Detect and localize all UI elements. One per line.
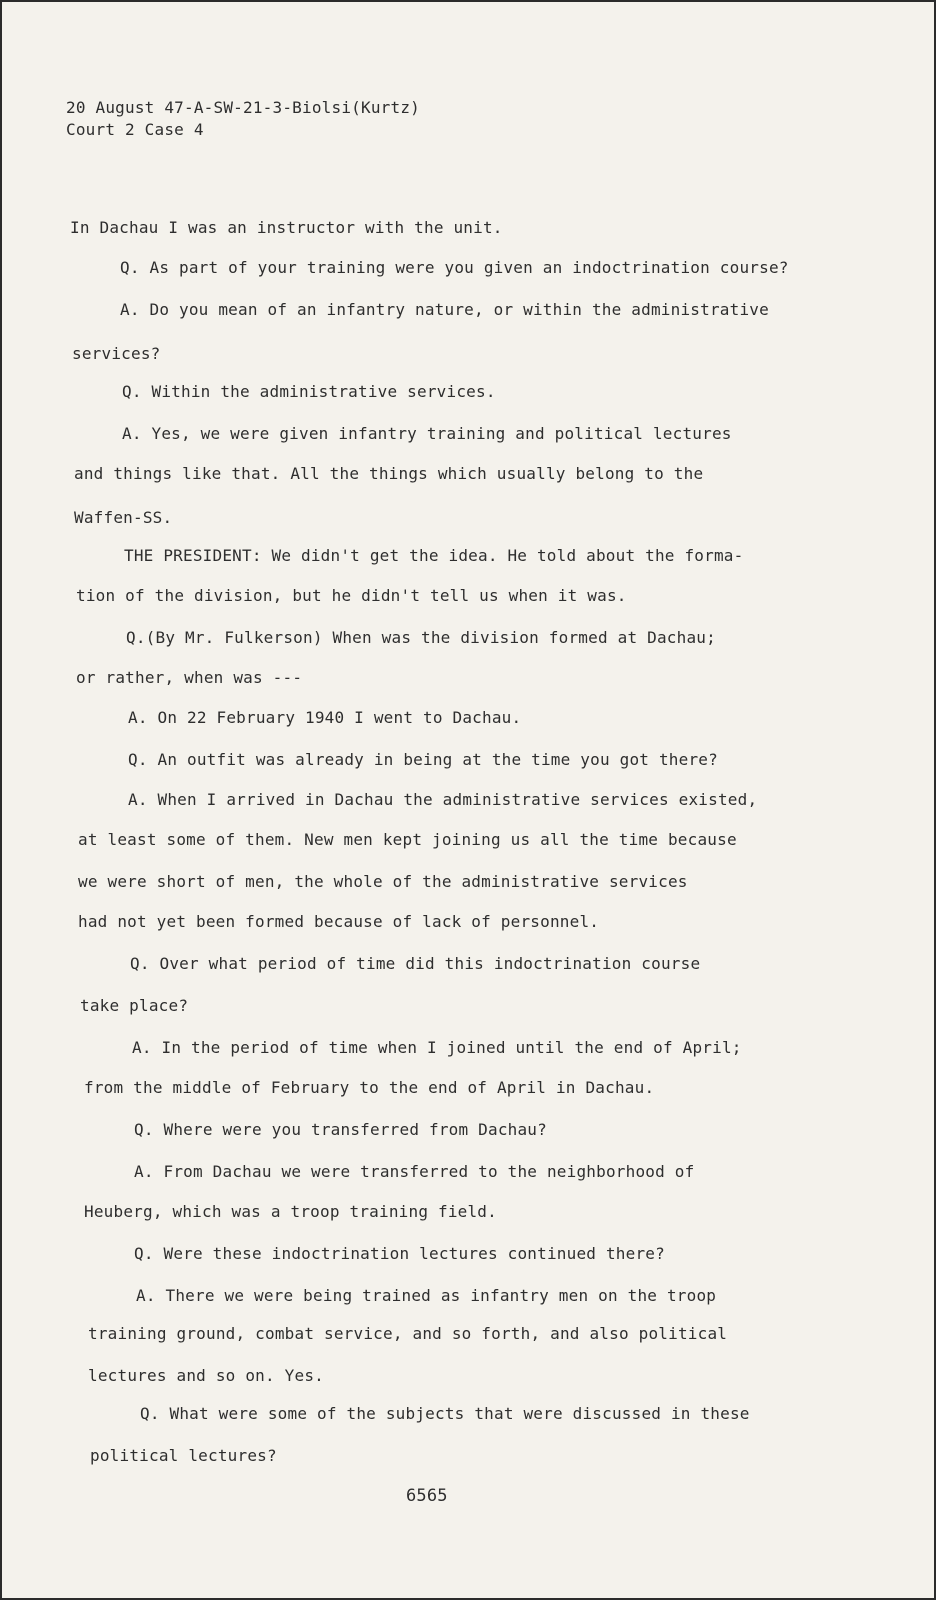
transcript-line: Q.(By Mr. Fulkerson) When was the division formed at Dachau; bbox=[126, 628, 716, 647]
transcript-line: Q. Were these indoctrination lectures continued there? bbox=[134, 1244, 665, 1263]
transcript-line: A. When I arrived in Dachau the administrative services existed, bbox=[128, 790, 758, 809]
transcript-line: or rather, when was --- bbox=[76, 668, 303, 687]
transcript-line: services? bbox=[72, 344, 161, 363]
transcript-line: Q. As part of your training were you given an indoctrination course? bbox=[120, 258, 789, 277]
transcript-line: A. In the period of time when I joined until the end of April; bbox=[132, 1038, 742, 1057]
transcript-line: Q. Over what period of time did this indoctrination course bbox=[130, 954, 701, 973]
transcript-line: take place? bbox=[80, 996, 189, 1015]
transcript-line: and things like that. All the things which usually belong to the bbox=[74, 464, 704, 483]
transcript-line: Q. An outfit was already in being at the time you got there? bbox=[128, 750, 718, 769]
transcript-line: had not yet been formed because of lack of personnel. bbox=[78, 912, 600, 931]
transcript-line: In Dachau I was an instructor with the unit. bbox=[70, 218, 503, 237]
page-number: 6565 bbox=[406, 1486, 448, 1506]
transcript-line: Waffen-SS. bbox=[74, 508, 173, 527]
transcript-line: lectures and so on. Yes. bbox=[88, 1366, 324, 1385]
transcript-line: training ground, combat service, and so forth, and also political bbox=[88, 1324, 728, 1343]
transcript-line: Heuberg, which was a troop training field. bbox=[84, 1202, 497, 1221]
transcript-line: from the middle of February to the end of April in Dachau. bbox=[84, 1078, 655, 1097]
transcript-line: political lectures? bbox=[90, 1446, 277, 1465]
transcript-line: A. On 22 February 1940 I went to Dachau. bbox=[128, 708, 522, 727]
transcript-line: A. From Dachau we were transferred to the neighborhood of bbox=[134, 1162, 695, 1181]
transcript-line: Q. Where were you transferred from Dachau? bbox=[134, 1120, 547, 1139]
transcript-line: Q. Within the administrative services. bbox=[122, 382, 496, 401]
header-date-reference: 20 August 47-A-SW-21-3-Biolsi(Kurtz) bbox=[66, 98, 420, 117]
transcript-line: A. There we were being trained as infantry men on the troop bbox=[136, 1286, 717, 1305]
transcript-line: Q. What were some of the subjects that were discussed in these bbox=[140, 1404, 750, 1423]
transcript-line: at least some of them. New men kept joining us all the time because bbox=[78, 830, 737, 849]
transcript-line: THE PRESIDENT: We didn't get the idea. He told about the forma- bbox=[124, 546, 744, 565]
transcript-line: we were short of men, the whole of the administrative services bbox=[78, 872, 688, 891]
transcript-line: A. Yes, we were given infantry training and political lectures bbox=[122, 424, 732, 443]
transcript-line: A. Do you mean of an infantry nature, or within the administrative bbox=[120, 300, 769, 319]
transcript-line: tion of the division, but he didn't tell us when it was. bbox=[76, 586, 627, 605]
header-court-case: Court 2 Case 4 bbox=[66, 120, 204, 139]
